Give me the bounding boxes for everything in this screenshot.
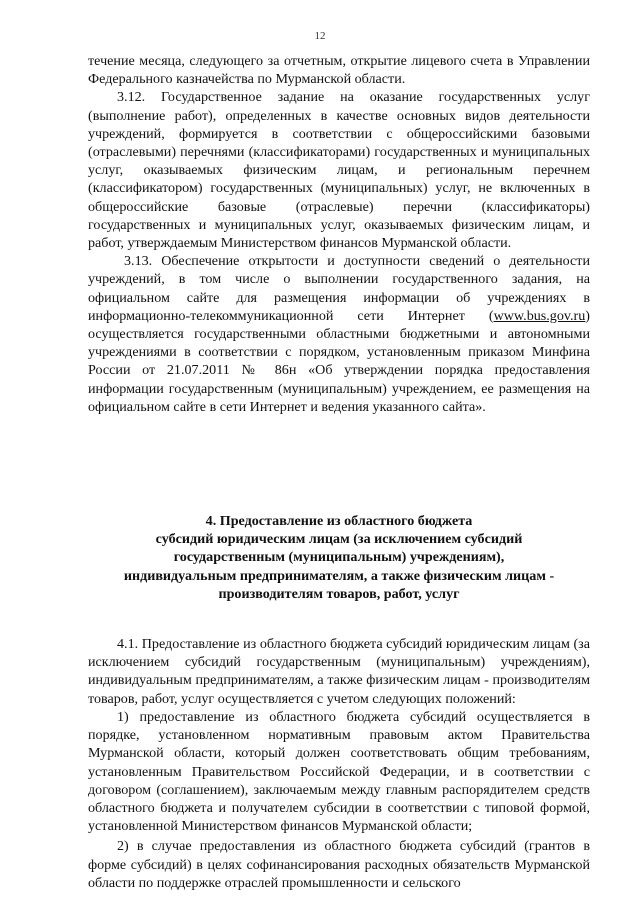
heading-line: государственным (муниципальным) учреждениям), xyxy=(173,549,505,566)
paragraph-item-2: 2) в случае предоставления из областного бюджета субсидий (грантов в форме субсидий) в целях софинансирования расходных обязательств Мурманской области по поддержке отраслей промышленности и сельского xyxy=(88,838,590,891)
paragraph-3-12: 3.12. Государственное задание на оказание государственных услуг (выполнение работ), определенных в качестве основных видов деятельности учреждений, формируется в соответствии с общероссийскими базовыми (отраслевыми) перечнями (классификаторами) государственных и муниципальных услуг, оказываемых физическим лицам, и региональным перечнем (классификатором) государственных (муниципальных) услуг, не включенных в общероссийские базовые (отраслевые) перечни (классификаторы) государственных и муниципальных услуг, оказываемых физическим лицам, и работ, утверждаемым Министерством финансов Мурманской области. xyxy=(88,89,590,252)
section-4-heading xyxy=(88,512,590,603)
paragraph-3-13-text-end: ) осуществляется государственными областными бюджетными и автономными учреждениями в соответствии с порядком, установленным приказом Минфина России от 21.07.2011 № 86н «Об утверждении порядка предоставления информации государственным (муниципальным) учреждением, ее размещения на официальном сайте в сети Интернет и ведения указанного сайта». xyxy=(88,307,590,415)
paragraph-3-13-text-start: 3.13. Обеспечение открытости и доступности сведений о деятельности учреждений, в том числе о выполнении государственного задания, на официальном сайте для размещения информации об учреждениях в информационно-телекоммуникационной сети Интернет ( xyxy=(88,253,590,324)
page-number: 12 xyxy=(314,30,326,42)
heading-line: субсидий юридическим лицам (за исключением субсидий xyxy=(155,531,523,548)
heading-line: 4. Предоставление из областного бюджета xyxy=(205,513,473,530)
bus-gov-link[interactable]: www.bus.gov.ru xyxy=(493,307,586,324)
heading-line: производителям товаров, работ, услуг xyxy=(218,585,460,602)
paragraph-continuation: течение месяца, следующего за отчетным, открытие лицевого счета в Управлении Федерального казначейства по Мурманской области. xyxy=(88,53,590,88)
heading-line: индивидуальным предпринимателям, а также физическим лицам - xyxy=(123,567,555,584)
document-body xyxy=(88,52,590,892)
paragraph-3-13 xyxy=(88,252,590,416)
paragraph-4-1: 4.1. Предоставление из областного бюджета субсидий юридическим лицам (за исключением субсидий государственным (муниципальным) учреждениям), индивидуальным предпринимателям, а также физическим лицам - производителям товаров, работ, услуг осуществляется с учетом следующих положений: xyxy=(88,636,590,707)
paragraph-item-1: 1) предоставление из областного бюджета субсидий осуществляется в порядке, установленном нормативным правовым актом Правительства Мурманской области, который должен соответствовать общим требованиям, установленным Правительством Российской Федерации, и в соответствии с договором (соглашением), заключаемым между главным распорядителем средств областного бюджета и получателем субсидии в соответствии с типовой формой, установленной Министерством финансов Мурманской области; xyxy=(88,708,590,835)
